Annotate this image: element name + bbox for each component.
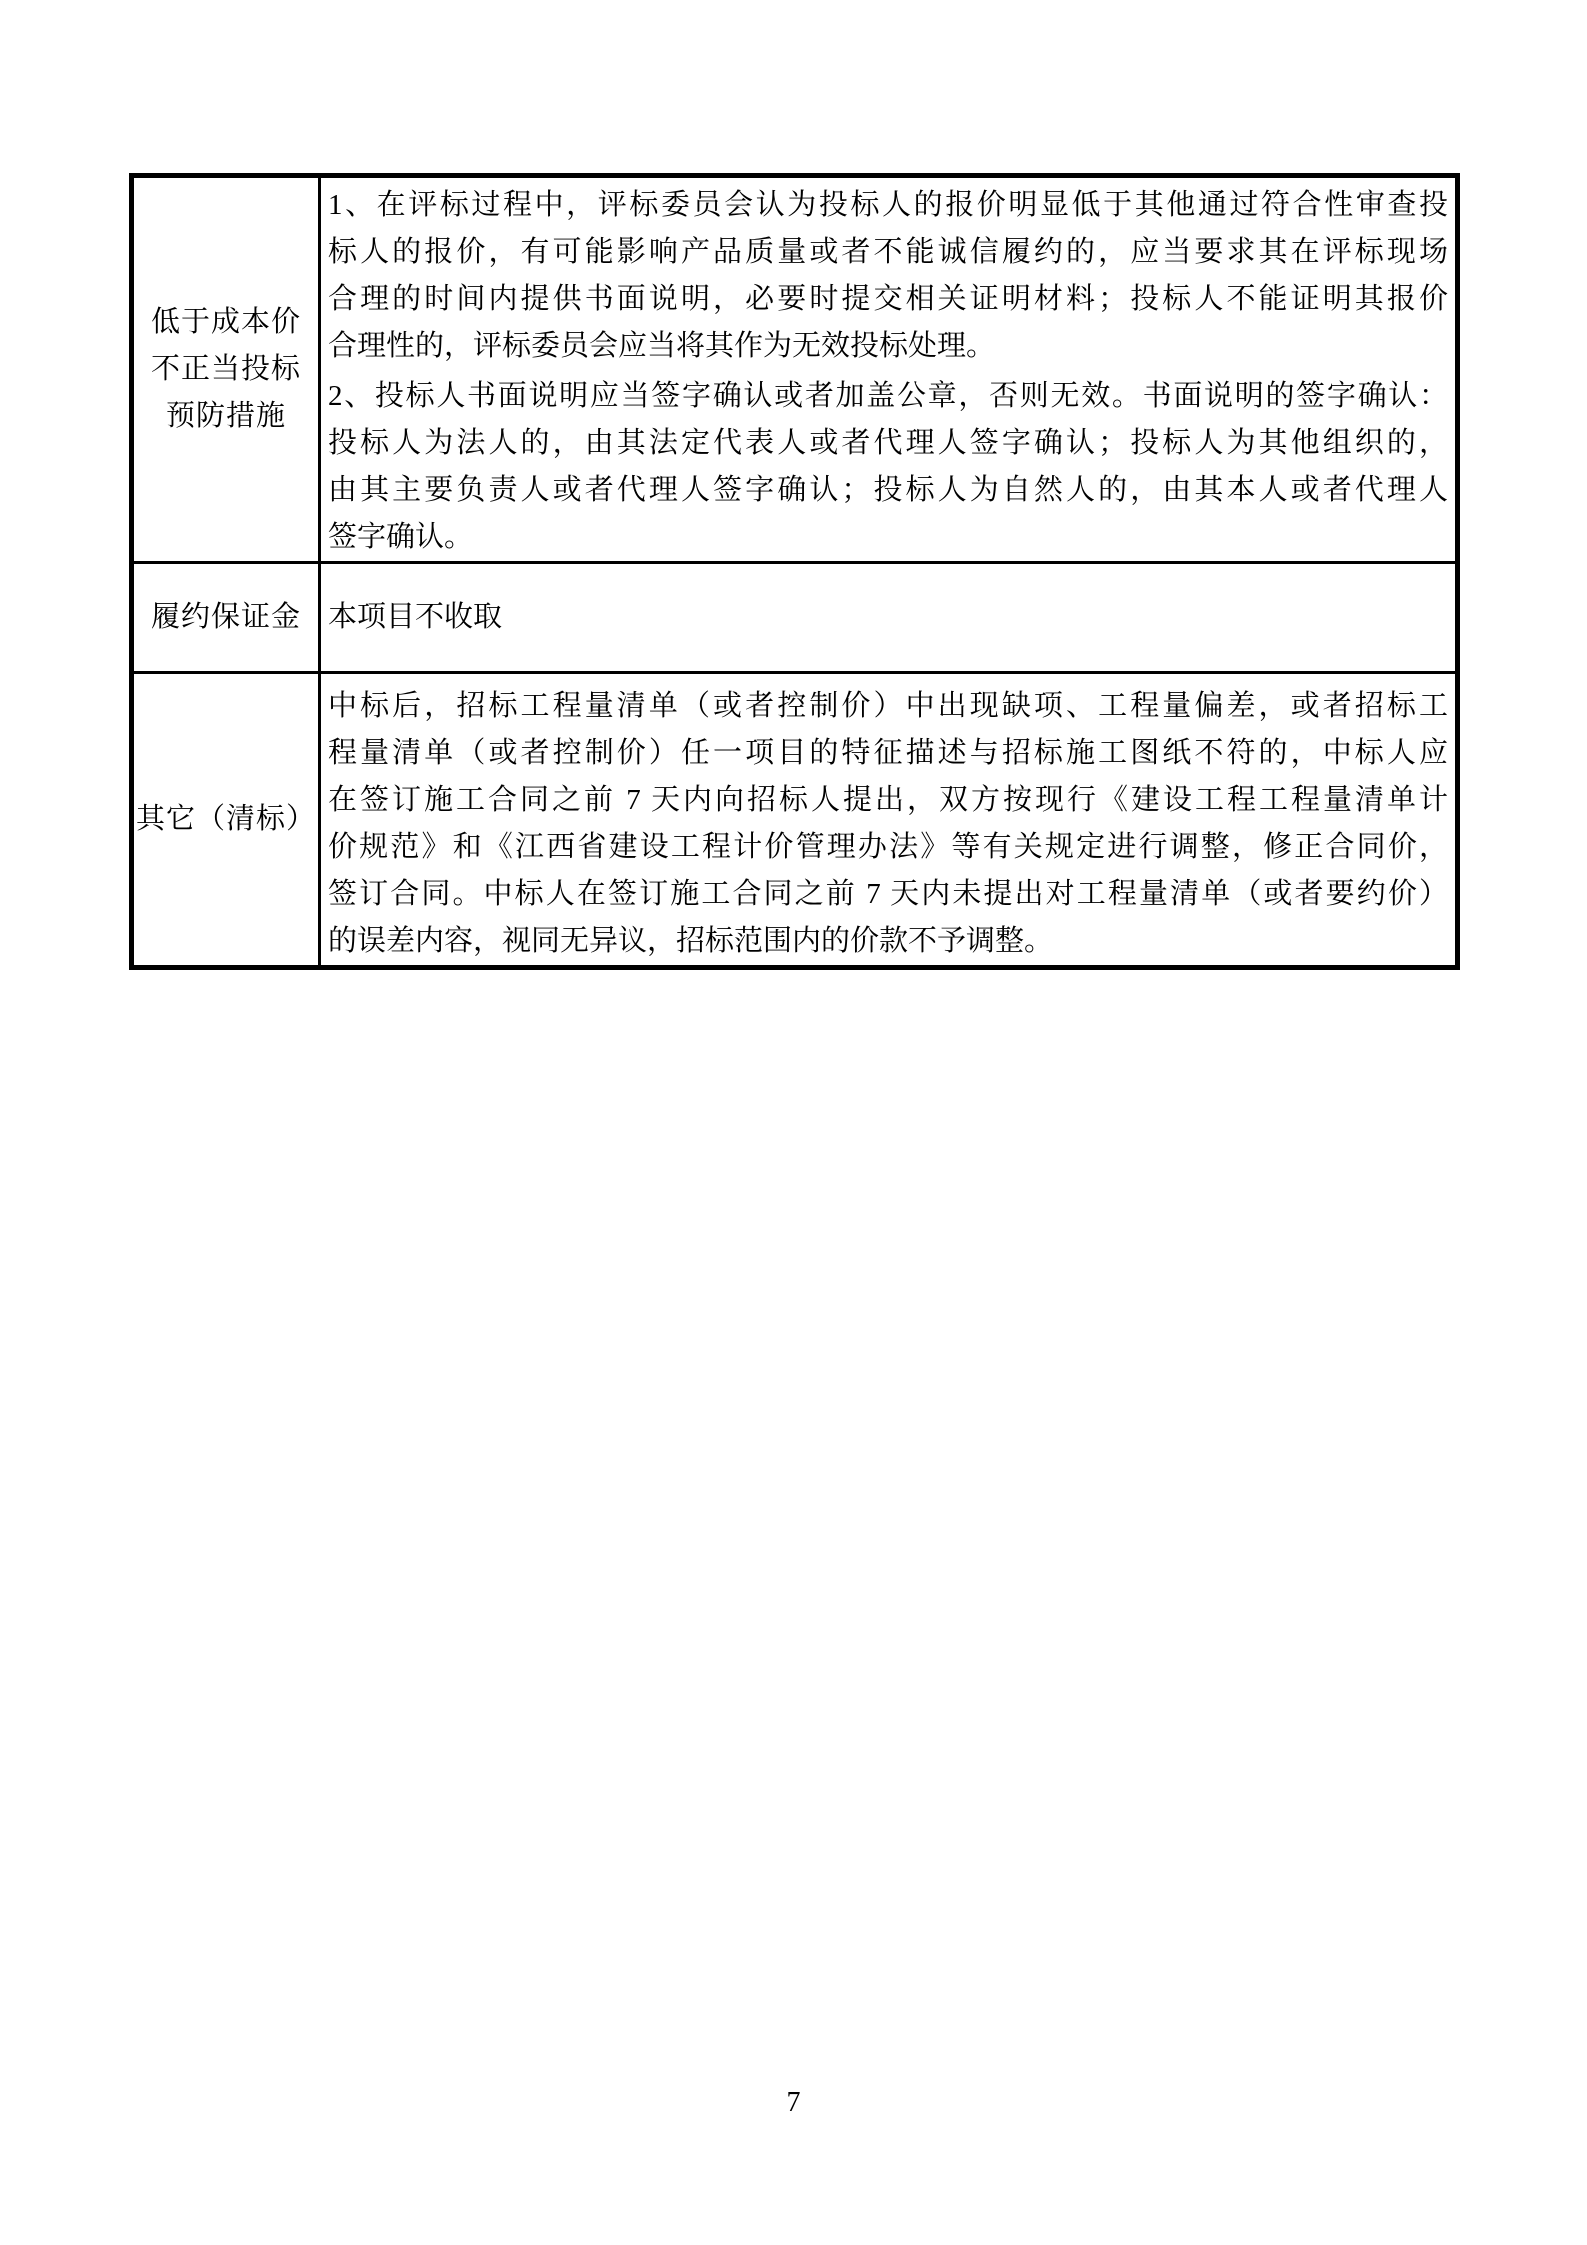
header-line: 不正当投标: [150, 353, 301, 385]
text-line: 的误差内容，视同无异议，招标范围内的价款不予调整。: [328, 925, 1054, 957]
text-line: 投标人为法人的，由其法定代表人或者代理人签字确认；投标人为其他组织的，: [328, 427, 1448, 459]
header-line: 预防措施: [165, 400, 286, 432]
row-header-other-bid-clarification: [132, 673, 320, 968]
text-line: 在签订施工合同之前 7 天内向招标人提出，双方按现行《建设工程工程量清单计: [328, 784, 1448, 816]
text-line: 合理的时间内提供书面说明，必要时提交相关证明材料；投标人不能证明其报价: [328, 283, 1448, 315]
text-line: 签订合同。中标人在签订施工合同之前 7 天内未提出对工程量清单（或者要约价）: [328, 878, 1448, 910]
text-line: 合理性的，评标委员会应当将其作为无效投标处理。: [328, 330, 996, 362]
header-line: 低于成本价: [150, 306, 301, 338]
row-header-performance-bond: [132, 563, 320, 673]
paragraph: [328, 182, 1448, 370]
paragraph: [328, 373, 1448, 561]
row-content-performance-bond: [320, 563, 1458, 673]
text-line: 由其主要负责人或者代理人签字确认；投标人为自然人的，由其本人或者代理人: [328, 474, 1448, 506]
row-content-other-bid-clarification: [320, 673, 1458, 968]
text-line: 程量清单（或者控制价）任一项目的特征描述与招标施工图纸不符的，中标人应: [328, 737, 1448, 769]
text-line: 本项目不收取: [328, 601, 503, 633]
row-header-low-price-prevention: [132, 176, 320, 563]
text-line: 1、在评标过程中，评标委员会认为投标人的报价明显低于其他通过符合性审查投: [328, 189, 1448, 221]
text-line: 价规范》和《江西省建设工程计价管理办法》等有关规定进行调整，修正合同价，: [328, 831, 1448, 863]
row-content-low-price-prevention: [320, 176, 1458, 563]
table-row-low-price-prevention: [132, 176, 1458, 563]
text-line: 中标后，招标工程量清单（或者控制价）中出现缺项、工程量偏差，或者招标工: [328, 690, 1448, 722]
table-row-other-bid-clarification: [132, 673, 1458, 968]
header-line: 履约保证金: [150, 601, 301, 633]
text-line: 签字确认。: [328, 521, 474, 553]
table-row-performance-bond: [132, 563, 1458, 673]
header-line: 其它（清标）: [136, 803, 317, 835]
paragraph: [328, 594, 1448, 641]
page-number: 7: [786, 2087, 801, 2118]
paragraph: [328, 683, 1448, 965]
tender-conditions-table: [129, 173, 1460, 970]
text-line: 2、投标人书面说明应当签字确认或者加盖公章，否则无效。书面说明的签字确认：: [328, 380, 1448, 412]
text-line: 标人的报价，有可能影响产品质量或者不能诚信履约的，应当要求其在评标现场: [328, 236, 1448, 268]
